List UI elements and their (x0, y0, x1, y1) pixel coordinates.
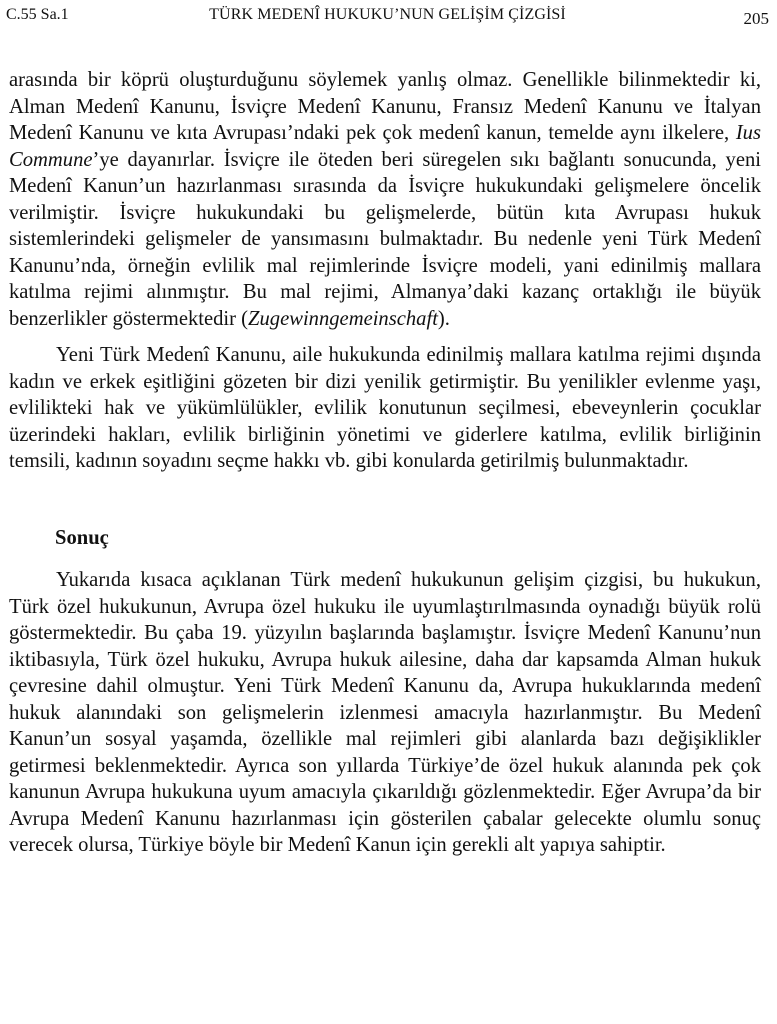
running-title: TÜRK MEDENÎ HUKUKU’NUN GELİŞİM ÇİZGİSİ (209, 6, 566, 23)
page-body (9, 67, 761, 859)
paragraph-text: arasında bir köprü oluşturduğunu söylemek yanlış olmaz. Genellikle bilinmektedir ki, Alman Medenî Kanunu, İsviçre Medenî Kanunu, Fransız Medenî Kanunu ve İtalyan Medenî Kanunu ve kıta Avrupası’ndaki pek çok medenî kanun, temelde aynı ilkelere, (9, 69, 761, 144)
italic-term: Ius Commune (9, 122, 761, 171)
italic-term: Zugewinngemeinschaft (248, 307, 438, 330)
paragraph-text: ). (437, 307, 450, 330)
paragraph: Yukarıda kısaca açıklanan Türk medenî hukukunun gelişim çizgisi, bu hukukun, Türk özel hukukunun, Avrupa özel hukuku ile uyumlaştırılmasında oynadığı büyük rolü göstermektedir. Bu çaba 19. yüzyılın başlarında başlamıştır. İsviçre Medenî Kanunu’nun iktibasıyla, Türk özel hukuku, Avrupa hukuk ailesine, daha dar kapsamda Alman hukuk çevresine dahil olmuştur. Yeni Türk Medenî Kanunu da, Avrupa hukuklarında medenî hukuk alanındaki son gelişmelerin izlenmesi amacıyla hazırlanmıştır. Bu Medenî Kanun’un sosyal yaşamda, özellikle mal rejimleri gibi alanlarda bazı değişiklikler getirmesi beklenmektedir. Ayrıca son yıllarda Türkiye’de özel hukuk alanında pek çok kanunun Avrupa hukukuna uyum amacıyla çıkarıldığı gözlenmektedir. Eğer Avrupa’da bir Avrupa Medenî Kanunu hazırlanması için gösterilen çabalar gelecekte olumlu sonuç verecek olursa, Türkiye böyle bir Medenî Kanun için gerekli alt yapıya sahiptir. (9, 569, 761, 856)
journal-issue: C.55 Sa.1 (6, 6, 69, 23)
paragraph: Yeni Türk Medenî Kanunu, aile hukukunda edinilmiş mallara katılma rejimi dışında kadın ve erkek eşitliğini gözeten bir dizi yenilik getirmiştir. Bu yenilikler evlenme yaşı, evlilikteki hak ve yükümlülükler, evlilik konutunun seçilmesi, ebeveynlerin çocuklar üzerindeki hakları, evlilik birliğinin yönetimi ve giderlere katılma, evlilik birliğinin temsili, kadının soyadını seçme hakkı vb. gibi konularda getirilmiş bulunmaktadır. (9, 344, 761, 472)
section-heading: Sonuç (55, 526, 109, 549)
page-number: 205 (743, 9, 769, 28)
paragraph-continuation (9, 67, 761, 332)
running-header (6, 6, 769, 30)
paragraph-text: ’ye dayanırlar. İsviçre ile öteden beri süregelen sıkı bağlantı sonucunda, yeni Medenî Kanun’un hazırlanması sırasında da İsviçre hukukundaki gelişmelere öncelik verilmiştir. İsviçre hukukundaki bu gelişmelerde, bütün kıta Avrupası hukuk sistemlerindeki gelişmeler de yansımasını bulmaktadır. Bu nedenle yeni Türk Medenî Kanunu’nda, örneğin evlilik mal rejimlerinde İsviçre modeli, yani edinilmiş mallara katılma rejimi alınmıştır. Bu mal rejimi, Almanya’daki kazanç ortaklığı ile büyük benzerlikler göstermektedir ( (9, 148, 761, 330)
